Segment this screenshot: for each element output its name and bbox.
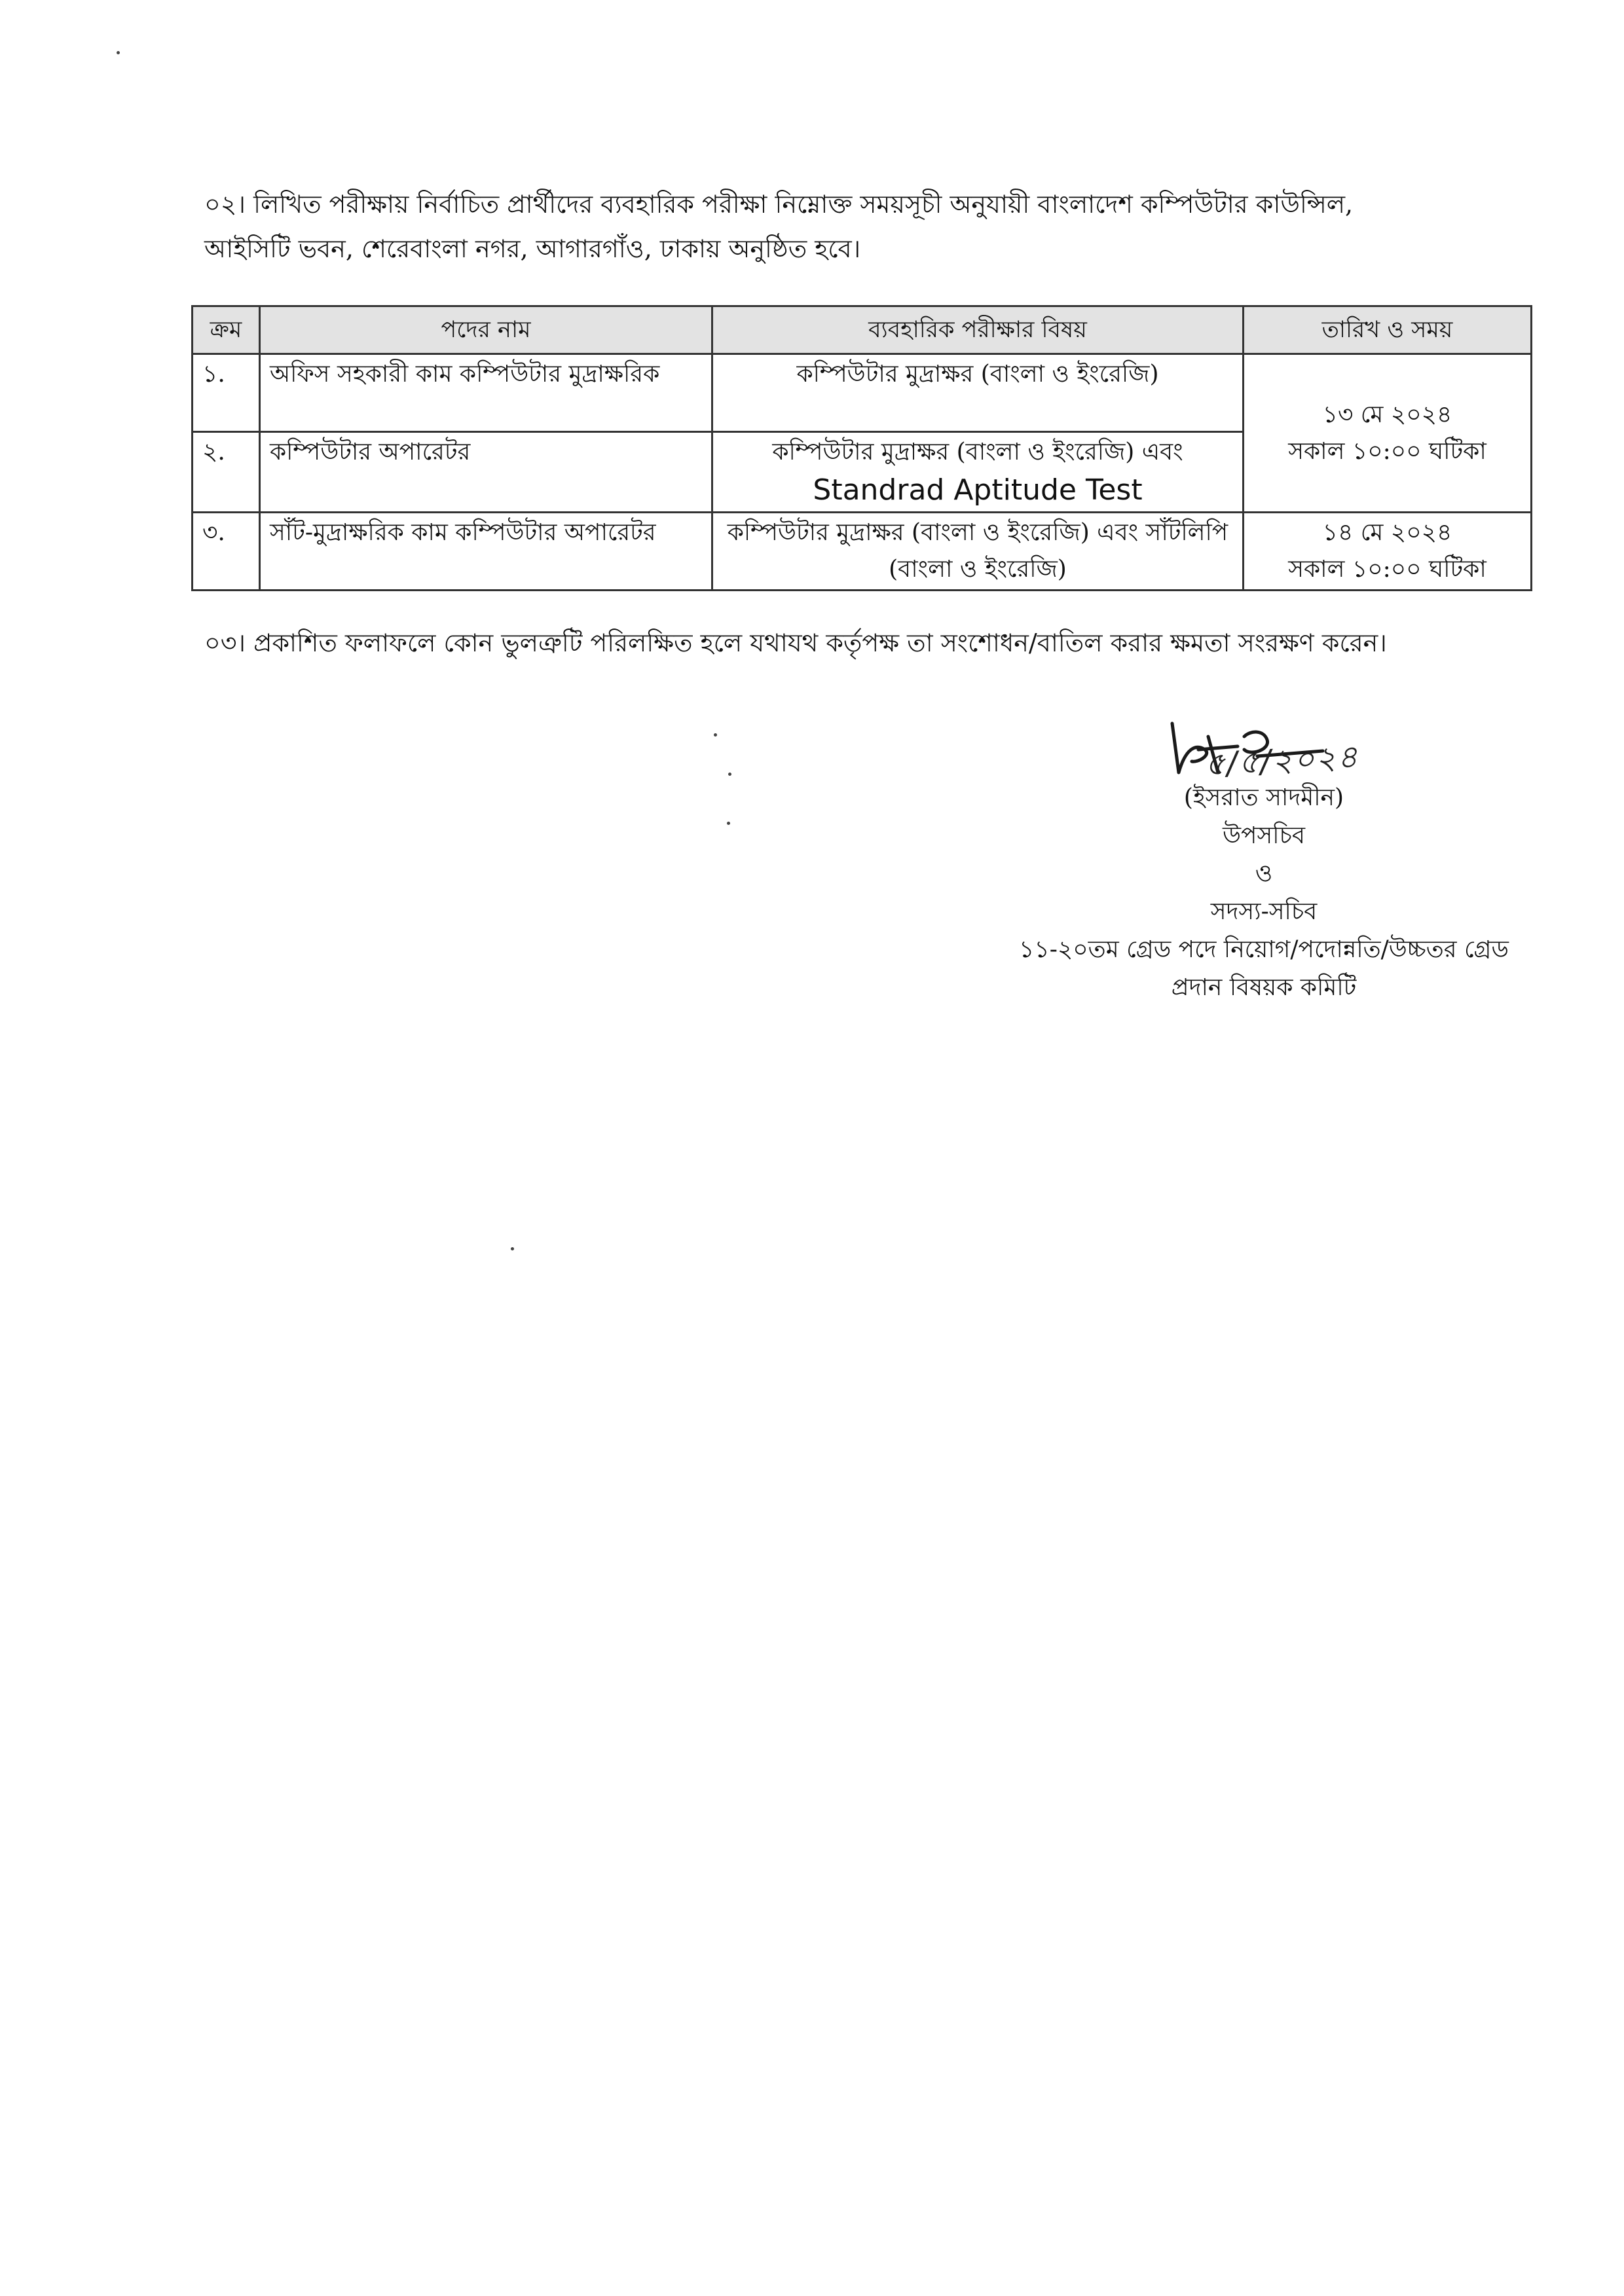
row-serial: ২. bbox=[193, 432, 260, 513]
practical-exam-schedule-table bbox=[191, 305, 1532, 591]
scan-speck bbox=[714, 733, 717, 737]
table-header-row bbox=[193, 306, 1532, 354]
row-subject: কম্পিউটার মুদ্রাক্ষর (বাংলা ও ইংরেজি) এবং সাঁটলিপি (বাংলা ও ইংরেজি) bbox=[712, 513, 1244, 591]
date-cell-1 bbox=[1244, 354, 1532, 513]
exam-date: ১৪ মে ২০২৪ bbox=[1322, 519, 1452, 546]
scan-speck bbox=[511, 1247, 514, 1250]
table-row bbox=[193, 354, 1532, 432]
committee-line-1: ১১-২০তম গ্রেড পদে নিয়োগ/পদোন্নতি/উচ্চতর গ্রেড bbox=[1018, 936, 1509, 963]
row-post: সাঁট-মুদ্রাক্ষরিক কাম কম্পিউটার অপারেটর bbox=[260, 513, 712, 591]
paragraph-03: ০৩। প্রকাশিত ফলাফলে কোন ভুলত্রুটি পরিলক্ষিত হলে যথাযথ কর্তৃপক্ষ তা সংশোধন/বাতিল করার ক্ষমতা সংরক্ষণ করেন। bbox=[204, 629, 1387, 657]
paragraph-02-line-2: আইসিটি ভবন, শেরেবাংলা নগর, আগারগাঁও, ঢাকায় অনুষ্ঠিত হবে। bbox=[204, 234, 861, 263]
exam-time: সকাল ১০:০০ ঘটিকা bbox=[1288, 437, 1486, 465]
paragraph-02-line-1: ০২। লিখিত পরীক্ষায় নির্বাচিত প্রার্থীদের ব্যবহারিক পরীক্ষা নিম্নোক্ত সময়সূচী অনুযায়ী বাংলাদেশ কম্পিউটার কাউন্সিল, bbox=[204, 190, 1354, 219]
table-row bbox=[193, 513, 1532, 591]
row-subject-text: কম্পিউটার মুদ্রাক্ষর (বাংলা ও ইংরেজি) এবং bbox=[772, 439, 1183, 465]
row-subject-aptitude: Standrad Aptitude Test bbox=[813, 473, 1143, 507]
header-subject: ব্যবহারিক পরীক্ষার বিষয় bbox=[712, 306, 1244, 354]
header-post: পদের নাম bbox=[260, 306, 712, 354]
row-subject bbox=[712, 432, 1244, 513]
signatory-title: উপসচিব bbox=[1222, 822, 1306, 849]
header-date-time: তারিখ ও সময় bbox=[1244, 306, 1532, 354]
scan-speck bbox=[117, 51, 120, 54]
row-post: কম্পিউটার অপারেটর bbox=[260, 432, 712, 513]
signatory-conjunction: ও bbox=[1255, 860, 1273, 887]
signatory-name: (ইসরাত সাদমীন) bbox=[1183, 784, 1344, 811]
exam-date: ১৩ মে ২০২৪ bbox=[1322, 401, 1452, 428]
date-cell-2 bbox=[1244, 513, 1532, 591]
scan-speck bbox=[728, 773, 731, 776]
row-serial: ৩. bbox=[193, 513, 260, 591]
signatory-role: সদস্য-সচিব bbox=[1210, 898, 1318, 925]
signature-block bbox=[904, 779, 1624, 1007]
row-subject: কম্পিউটার মুদ্রাক্ষর (বাংলা ও ইংরেজি) bbox=[712, 354, 1244, 432]
header-serial: ক্রম bbox=[193, 306, 260, 354]
signature-date: ৫/৫/২০২৪ bbox=[1204, 738, 1360, 784]
row-serial: ১. bbox=[193, 354, 260, 432]
paragraph-02 bbox=[204, 182, 1449, 271]
exam-time: সকাল ১০:০০ ঘটিকা bbox=[1288, 556, 1486, 583]
committee-line-2: প্রদান বিষয়ক কমিটি bbox=[1171, 974, 1357, 1001]
row-post: অফিস সহকারী কাম কম্পিউটার মুদ্রাক্ষরিক bbox=[260, 354, 712, 432]
scan-speck bbox=[727, 822, 730, 825]
